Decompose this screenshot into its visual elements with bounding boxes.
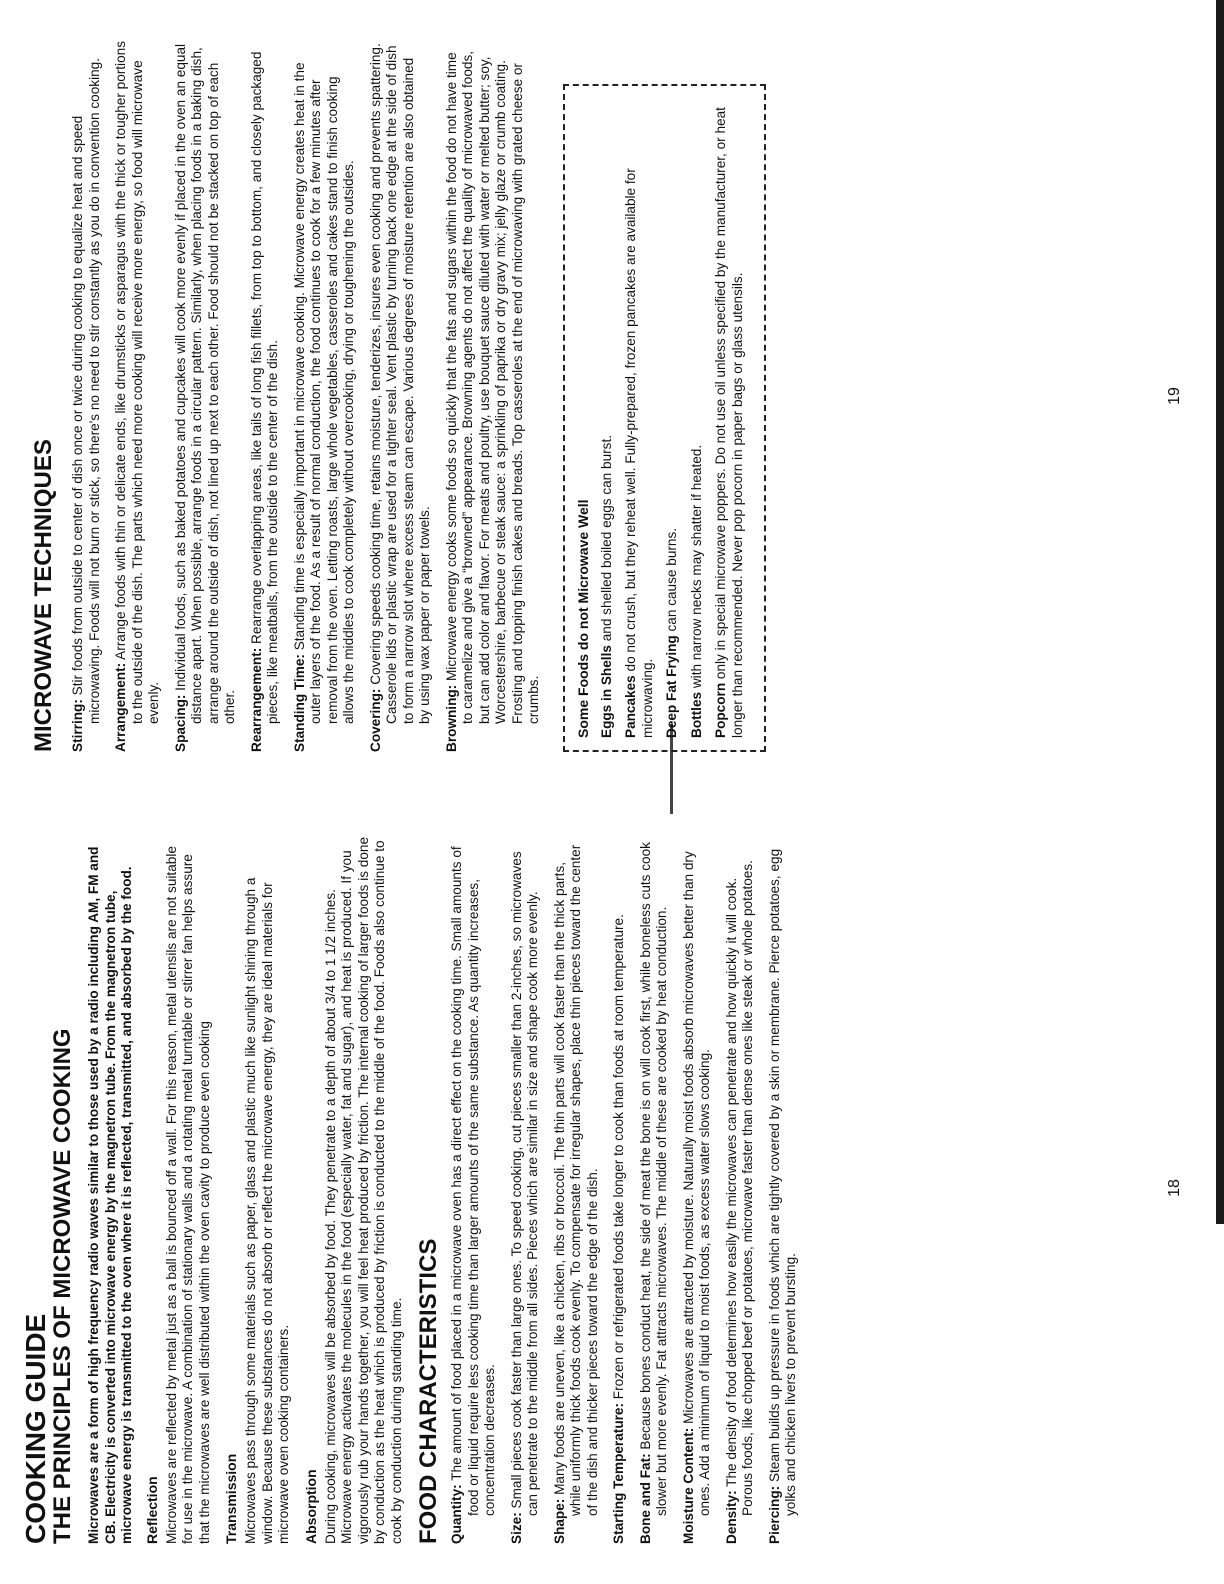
list-item [509,832,542,1544]
absorption-paragraph: During cooking, microwaves will be absorbed by food. They penetrate to a depth of about 3/4 to 1 1/2 inches. Microwave energy activates the molecules in the food (especially water, fat and sugar), and heat is produced. If you vigorously rub your hands together, you will feel heat produced by friction. The internal cooking of larger foods is done by conduction as the heat which is produced by friction is conducted to the middle of the food. Foods also continue to cook by conduction during standing time. [322,836,404,1544]
transmission-paragraph: Microwaves pass through some materials such as paper, glass and plastic much like sunlight shining through a window. Because these substances do not absorb or reflect the microwave energy, they are ideal materials for microwave oven cooking containers. [243,877,291,1544]
transmission-heading: Transmission [223,1453,239,1544]
list-item [681,832,714,1544]
list-item [638,832,671,1544]
list-item [70,40,103,752]
box-item-text: only in special microwave poppers. Do not use oil unless specified by the manufacturer, or heat longer than recommended. Never pop pocorn in paper bags or glass utensils. [713,107,745,738]
list-item [449,832,499,1544]
item-label: Browning: [443,684,459,752]
item-label: Piercing: [766,1485,782,1544]
box-item [599,98,616,738]
item-text: Rearrange overlapping areas, like tails of long fish fillets, from top to bottom, and closely packaged pieces, like meatballs, from the outside to the center of the dish. [248,51,280,724]
item-label: Standing Time: [291,654,307,752]
box-item-text: do not crush, but they reheat well. Fully-prepared, frozen pancakes are available for microwaving. [623,168,655,738]
page-subtitle: THE PRINCIPLES OF MICROWAVE COOKING [49,1028,76,1544]
item-label: Starting Temperature: [611,1403,626,1544]
item-label: Moisture Content: [680,1427,696,1544]
absorption-heading: Absorption [302,1469,319,1544]
item-label: Stirring: [70,699,85,752]
box-title: Some Foods do not Microwave Well [574,499,591,738]
page-title: MICROWAVE TECHNIQUES [30,439,57,752]
page-number: 19 [1166,387,1183,405]
list-item [292,40,358,752]
box-item-label: Popcorn [713,682,728,738]
box-item-text: and shelled boiled eggs can burst. [598,434,614,646]
list-item [173,40,239,752]
item-label: Rearrangement: [248,647,264,752]
page-title: COOKING GUIDE [20,1313,51,1544]
list-item [249,40,282,752]
item-text: Microwaves are attracted by moisture. Naturally moist foods absorb microwaves better than dry ones. Add a minimum of liquid to moist foods, as excess water slows cooking. [680,851,712,1516]
item-text: Many foods are uneven, like a chicken, ribs or broccoli. The thin parts will cook faster than the thick parts, while uniformly thick foods cook evenly. To compensate for irregular shapes, place thin pieces toward the center of the dish and thicker pieces toward the edge of the dish. [551,844,600,1516]
box-item-label: Bottles [688,691,704,738]
box-item-text: can cause burns. [664,527,679,636]
list-item [611,832,628,1544]
item-text: The amount of food placed in a microwave oven has a direct effect on the cooking time. Small amounts of food or liquid require less cooking time than larger amounts of the same substance. As quantity increases, concentration decreases. [449,846,497,1516]
item-text: Microwave energy cooks some foods so quickly that the fats and sugars within the food do not have time to caramelize and give a “browned” appearance. Browning agents do not affect the quality of microwaved foods, but can add color and flavor. For meats and poultry, use bouquet sauce diluted with water or melted butter; soy, Worcestershire, barbecue or steak sauce: a sprinkling of paprika or dry gravy mix; jelly glaze or crumb coating. Frosting and topping finish cakes and breads. Top casseroles at the end of microwaving with grated cheese or crumbs. [443,50,541,724]
item-text: Individual foods, such as baked potatoes and cupcakes will cook more evenly if placed in the oven an equal distance apart. When possible, arrange foods in a circular pattern. Similarly, when placing foods in a baking dish, arrange around the outside of dish, not lined up next to each other. Food should not be stacked on top of each other. [172,43,237,724]
foods-warning-box [563,84,767,752]
box-item [689,98,706,738]
item-text: Covering speeds cooking time, retains moisture, tenderizes, insures even cooking and prevents spattering. Casserole lids or plastic wrap are used for a tighter seal. Vent plastic by turning back one edge at the side of dish to form a narrow slot where excess steam can escape. Various degrees of moisture retention are also obtained by using wax paper or paper towels. [367,43,432,724]
item-text: Standing time is especially important in microwave cooking. Microwave energy creates heat in the outer layers of the food. As a result of normal conduction, the food continues to cook for a few minutes after removal from the oven. Letting roasts, large whole vegetables, casseroles and cakes stand to finish cooking allows the middles to cook completely without overcooking, drying or toughening the outsides. [291,62,356,724]
item-label: Quantity: [449,1484,464,1544]
list-item [552,832,602,1544]
box-item-label: Eggs in Shells [598,645,614,738]
list-item [444,40,543,752]
item-label: Spacing: [172,694,188,752]
box-item [713,98,746,738]
item-label: Covering: [367,688,383,752]
box-item-label: Deep Fat Frying [664,635,679,738]
box-item-text: with narrow necks may shatter if heated. [688,444,704,692]
item-text: Steam builds up pressure in foods which are tightly covered by a skin or membrane. Pierce potatoes, egg yolks and chicken livers to prevent bursting. [766,848,798,1516]
box-item-label: Pancakes [623,675,638,738]
box-item [623,98,656,738]
reflection-paragraph: Microwaves are reflected by metal just as a ball is bounced off a wall. For this reason, metal utensils are not suitable for use in the microwave. A combination of stationary walls and a rotating metal turntable or stirrer fan helps assure that the microwaves are well distributed within the oven cavity to produce even cooking [163,846,212,1544]
list-item [724,832,757,1544]
reflection-heading: Reflection [143,1476,160,1544]
item-label: Bone and Fat: [637,1453,653,1544]
box-item [664,98,681,738]
item-label: Size: [508,1512,524,1544]
list-item [113,40,163,752]
scan-edge-shadow [1216,0,1224,1224]
item-text: Frozen or refrigerated foods take longer to cook than foods at room temperature. [611,914,626,1403]
item-label: Arrangement: [113,662,128,752]
page-18 [0,792,1224,1584]
list-item [368,40,434,752]
page-number: 18 [1166,1179,1183,1197]
item-text: The density of food determines how easily the microwaves can penetrate and how quickly it will cook. Porous foods, like chopped beef or potatoes, microwave faster than dense ones like steak or whole potatoes. [723,860,755,1516]
item-text: Because bones conduct heat, the side of meat the bone is on will cook first, while boneless cuts cook slower but more evenly. Fat attracts microwaves. The middle of these are cooked by heat conduction. [637,842,669,1516]
item-text: Stir foods from outside to center of dish once or twice during cooking to equalize heat and speed microwaving. Foods will not burn or stick, so there's no need to stir constantly as you do in convention cooking. [70,57,102,724]
list-item [767,832,800,1544]
intro-paragraph: Microwaves are a form of high frequency radio waves similar to those used by a radio including AM, FM and CB. Electricity is converted into microwave energy by the magnetron tube. From the magnetron tube, microwave energy is transmitted to the oven where it is reflected, transmitted, and absorbed by the food. [86,846,134,1544]
item-label: Density: [723,1490,739,1544]
item-label: Shape: [551,1498,567,1544]
item-text: Small pieces cook faster than large ones. To speed cooking, cut pieces smaller than 2-inches, so microwaves can penetrate to the middle from all sides. Pieces which are similar in size and shape cook more evenly. [508,851,540,1516]
food-characteristics-heading: FOOD CHARACTERISTICS [415,1238,442,1544]
item-text: Arrange foods with thin or delicate ends, like drumsticks or asparagus with the thick or tougher portions to the outside of the dish. The parts which need more cooking will receive more energy, so food will microwave evenly. [113,41,161,724]
